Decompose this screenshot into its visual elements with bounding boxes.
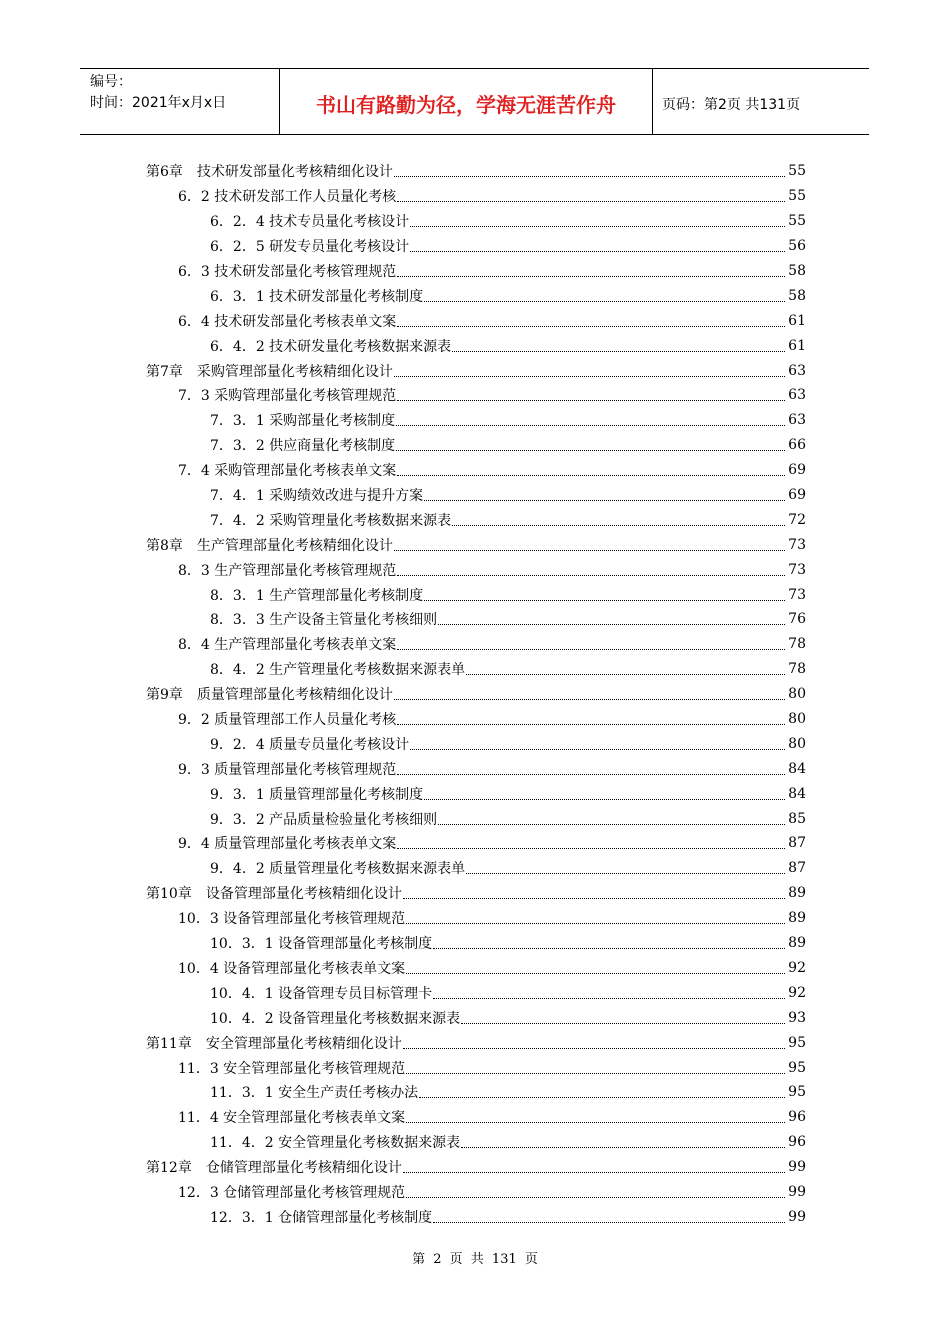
toc-leader-dots [461,1146,785,1148]
toc-entry-title: 8．4．2 生产管理量化考核数据来源表单 [210,662,466,679]
toc-entry[interactable] [146,731,806,756]
toc-leader-dots [394,549,785,551]
toc-entry-page: 69 [788,487,806,504]
toc-entry-page: 89 [788,935,806,952]
toc-leader-dots [406,1196,785,1198]
toc-entry-title: 11．4 安全管理部量化考核表单文案 [178,1110,406,1127]
toc-entry[interactable] [146,333,806,358]
toc-leader-dots [394,698,785,700]
toc-entry-page: 87 [788,860,806,877]
toc-entry-title: 7．4 采购管理部量化考核表单文案 [178,463,397,480]
toc-entry[interactable] [146,408,806,433]
header-meta [80,69,280,134]
toc-entry-page: 99 [788,1183,806,1200]
toc-entry-title: 11．3．1 安全生产责任考核办法 [210,1085,419,1102]
toc-entry-page: 78 [788,636,806,653]
toc-entry-page: 96 [788,1109,806,1126]
toc-leader-dots [397,847,785,849]
toc-entry-page: 99 [788,1159,806,1176]
toc-entry-page: 89 [788,910,806,927]
toc-entry-title: 7．3．1 采购部量化考核制度 [210,413,396,430]
toc-entry[interactable] [146,358,806,383]
toc-entry[interactable] [146,308,806,333]
toc-entry-title: 7．4．2 采购管理量化考核数据来源表 [210,512,452,529]
toc-entry[interactable] [146,906,806,931]
toc-entry-title: 8．3．1 生产管理部量化考核制度 [210,587,424,604]
toc-entry-page: 63 [788,362,806,379]
toc-leader-dots [461,1022,785,1024]
toc-leader-dots [403,1171,785,1173]
toc-entry-title: 6．3 技术研发部量化考核管理规范 [178,264,397,280]
toc-entry[interactable] [146,831,806,856]
toc-entry-title: 6．2．4 技术专员量化考核设计 [210,214,410,231]
toc-entry-title: 第7章 采购管理部量化考核精细化设计 [146,363,393,380]
toc-entry-page: 72 [788,511,806,528]
toc-entry-page: 61 [788,337,806,354]
toc-entry-title: 第6章 技术研发部量化考核精细化设计 [146,164,393,181]
toc-entry-title: 11．4．2 安全管理量化考核数据来源表 [210,1135,461,1152]
toc-entry[interactable] [146,234,806,259]
toc-entry[interactable] [146,483,806,508]
toc-leader-dots [406,1072,785,1074]
toc-entry-title: 10．4 设备管理部量化考核表单文案 [178,960,406,977]
toc-leader-dots [410,225,785,227]
toc-leader-dots [397,399,785,401]
toc-leader-dots [433,947,785,949]
toc-leader-dots [397,275,785,277]
toc-entry-page: 58 [788,287,806,304]
toc-entry-title: 8．3．3 生产设备主管量化考核细则 [210,612,438,629]
toc-leader-dots [433,1221,785,1223]
toc-entry-page: 95 [788,1084,806,1101]
toc-entry-page: 87 [788,835,806,852]
toc-entry-page: 76 [788,611,806,628]
toc-leader-dots [424,499,785,501]
toc-entry[interactable] [146,433,806,458]
toc-leader-dots [397,648,785,650]
toc-entry-title: 7．3 采购管理部量化考核管理规范 [178,388,397,405]
toc-entry[interactable] [146,1130,806,1155]
toc-entry-page: 73 [788,536,806,553]
toc-entry-title: 9．4．2 质量管理量化考核数据来源表单 [210,861,466,878]
toc-entry-title: 第9章 质量管理部量化考核精细化设计 [146,687,393,704]
toc-entry-page: 80 [788,711,806,728]
toc-entry[interactable] [146,806,806,831]
toc-entry[interactable] [146,980,806,1005]
toc-entry-page: 56 [788,238,806,255]
toc-entry-title: 6．3．1 技术研发部量化考核制度 [210,288,424,305]
toc-entry-page: 55 [788,188,806,205]
toc-entry-page: 55 [788,163,806,180]
page-footer: 第 2 页 共 131 页 [412,1252,538,1267]
toc-entry-page: 80 [788,735,806,752]
toc-leader-dots [406,1121,785,1123]
toc-entry-page: 89 [788,885,806,902]
toc-entry[interactable] [146,1204,806,1229]
toc-entry-page: 96 [788,1134,806,1151]
toc-entry-title: 9．2 质量管理部工作人员量化考核 [178,712,397,729]
toc-leader-dots [433,997,785,999]
toc-leader-dots [424,300,785,302]
toc-entry-page: 93 [788,1009,806,1026]
toc-entry-title: 9．4 质量管理部量化考核表单文案 [178,836,397,853]
toc-entry[interactable] [146,532,806,557]
toc-entry-title: 10．3 设备管理部量化考核管理规范 [178,911,406,928]
toc-entry[interactable] [146,682,806,707]
toc-entry-page: 85 [788,810,806,827]
toc-entry-title: 7．4．1 采购绩效改进与提升方案 [210,488,424,505]
toc-entry[interactable] [146,1005,806,1030]
toc-entry-page: 61 [788,312,806,329]
toc-entry-page: 55 [788,213,806,230]
toc-leader-dots [397,574,785,576]
toc-entry[interactable] [146,931,806,956]
toc-entry-page: 63 [788,387,806,404]
toc-leader-dots [410,250,785,252]
toc-entry-title: 10．4．2 设备管理量化考核数据来源表 [210,1010,461,1027]
toc-entry-title: 6．2．5 研发专员量化考核设计 [210,239,410,256]
toc-leader-dots [424,599,785,601]
toc-entry-page: 73 [788,561,806,578]
toc-entry[interactable] [146,159,806,184]
toc-entry-page: 78 [788,661,806,678]
toc-entry-page: 58 [788,263,806,279]
toc-entry-page: 95 [788,1034,806,1051]
toc-leader-dots [410,748,785,750]
toc-entry-title: 8．3 生产管理部量化考核管理规范 [178,562,397,579]
toc-leader-dots [424,798,785,800]
toc-leader-dots [397,723,785,725]
toc-entry[interactable] [146,184,806,209]
toc-leader-dots [397,200,785,202]
toc-entry-title: 11．3 安全管理部量化考核管理规范 [178,1060,406,1077]
document-number: 编号： [90,74,132,90]
toc-entry[interactable] [146,1155,806,1180]
toc-entry-title: 第11章 安全管理部量化考核精细化设计 [146,1035,402,1052]
toc-leader-dots [438,623,785,625]
toc-entry-page: 80 [788,686,806,703]
toc-leader-dots [397,474,785,476]
toc-leader-dots [394,175,785,177]
toc-entry[interactable] [146,507,806,532]
toc-entry-title: 12．3．1 仓储管理部量化考核制度 [210,1209,433,1226]
toc-entry[interactable] [146,557,806,582]
toc-leader-dots [452,350,785,352]
toc-entry-title: 9．3 质量管理部量化考核管理规范 [178,761,397,778]
toc-entry-page: 63 [788,412,806,429]
toc-entry-page: 84 [788,760,806,777]
toc-entry-title: 10．4．1 设备管理专员目标管理卡 [210,985,433,1002]
toc-entry[interactable] [146,956,806,981]
toc-entry-title: 9．3．2 产品质量检验量化考核细则 [210,811,438,828]
header-page-info: 页码：第2页 共131页 [662,96,801,113]
toc-leader-dots [396,424,785,426]
toc-entry[interactable] [146,458,806,483]
toc-leader-dots [403,897,785,899]
toc-entry-page: 69 [788,462,806,479]
toc-entry[interactable] [146,209,806,234]
toc-entry-page: 92 [788,984,806,1001]
toc-leader-dots [466,673,785,675]
toc-entry[interactable] [146,632,806,657]
toc-entry-title: 10．3．1 设备管理部量化考核制度 [210,936,433,953]
header-motto: 书山有路勤为径，学海无涯苦作舟 [280,69,653,134]
document-date: 时间：2021年x月x日 [90,95,227,111]
toc-entry[interactable] [146,259,806,284]
toc-entry-title: 6．2 技术研发部工作人员量化考核 [178,189,397,206]
toc-entry[interactable] [146,1180,806,1205]
toc-entry-title: 第10章 设备管理部量化考核精细化设计 [146,886,402,903]
toc-entry[interactable] [146,756,806,781]
toc-entry[interactable] [146,1105,806,1130]
toc-entry[interactable] [146,707,806,732]
toc-entry-title: 第8章 生产管理部量化考核精细化设计 [146,537,393,554]
toc-entry[interactable] [146,383,806,408]
toc-entry-page: 66 [788,437,806,454]
toc-leader-dots [403,1047,785,1049]
toc-entry-page: 99 [788,1208,806,1225]
toc-leader-dots [466,872,785,874]
toc-entry[interactable] [146,1030,806,1055]
toc-entry-title: 7．3．2 供应商量化考核制度 [210,438,396,455]
toc-leader-dots [406,972,785,974]
toc-leader-dots [397,773,785,775]
toc-leader-dots [394,375,785,377]
toc-entry[interactable] [146,1055,806,1080]
toc-entry-page: 73 [788,586,806,603]
toc-leader-dots [406,922,785,924]
toc-leader-dots [397,325,785,327]
toc-entry[interactable] [146,283,806,308]
toc-entry[interactable] [146,881,806,906]
toc-leader-dots [419,1096,785,1098]
toc-entry[interactable] [146,856,806,881]
toc-entry[interactable] [146,607,806,632]
toc-entry[interactable] [146,582,806,607]
toc-entry-title: 第12章 仓储管理部量化考核精细化设计 [146,1160,402,1177]
toc-entry-title: 9．3．1 质量管理部量化考核制度 [210,786,424,803]
toc-entry-title: 12．3 仓储管理部量化考核管理规范 [178,1184,406,1201]
toc-leader-dots [438,823,785,825]
page-header [80,68,869,135]
toc-entry-title: 8．4 生产管理部量化考核表单文案 [178,637,397,654]
toc-entry[interactable] [146,657,806,682]
toc-entry[interactable] [146,1080,806,1105]
toc-entry-page: 84 [788,785,806,802]
toc-entry-title: 9．2．4 质量专员量化考核设计 [210,736,410,753]
toc-leader-dots [452,524,785,526]
toc-entry[interactable] [146,781,806,806]
table-of-contents [146,159,806,1229]
toc-entry-page: 92 [788,959,806,976]
toc-entry-page: 95 [788,1059,806,1076]
toc-leader-dots [396,449,785,451]
toc-entry-title: 6．4．2 技术研发量化考核数据来源表 [210,338,452,355]
toc-entry-title: 6．4 技术研发部量化考核表单文案 [178,313,397,330]
